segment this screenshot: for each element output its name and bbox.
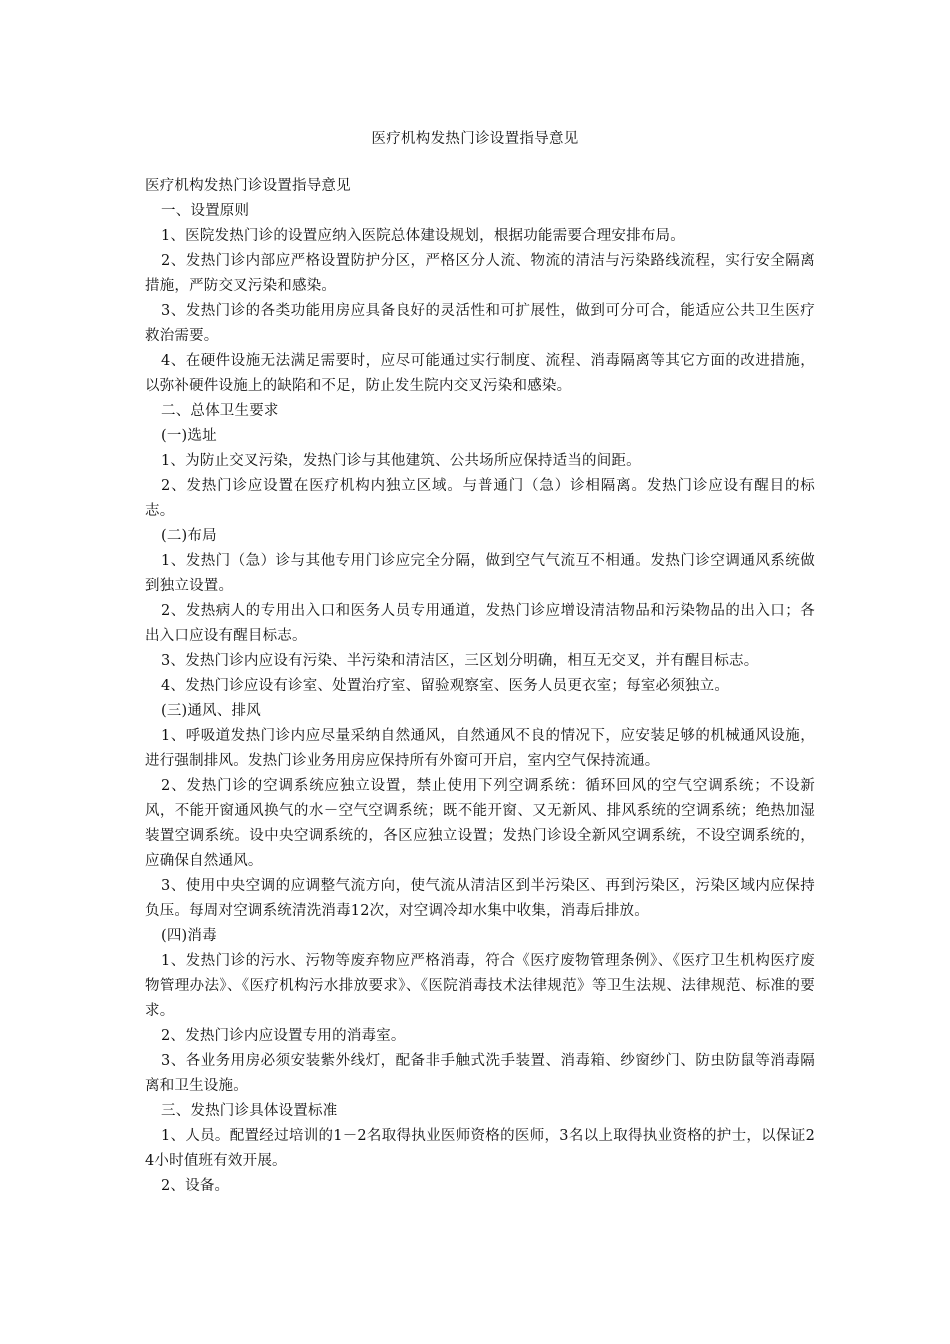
paragraph: 1、呼吸道发热门诊内应尽量采纳自然通风，自然通风不良的情况下，应安装足够的机械通风设施，进行强制排风。发热门诊业务用房应保持所有外窗可开启，室内空气保持流通。 bbox=[145, 728, 815, 769]
paragraph: 1、医院发热门诊的设置应纳入医院总体建设规划，根据功能需要合理安排布局。 bbox=[161, 228, 685, 244]
document-body bbox=[145, 174, 815, 1199]
paragraph: 1、发热门诊的污水、污物等废弃物应严格消毒，符合《医疗废物管理条例》、《医疗卫生机构医疗废物管理办法》、《医疗机构污水排放要求》、《医院消毒技术法律规范》等卫生法规、法律规范、标准的要求。 bbox=[145, 953, 815, 1019]
paragraph: 2、发热病人的专用出入口和医务人员专用通道，发热门诊应增设清洁物品和污染物品的出入口；各出入口应设有醒目标志。 bbox=[145, 603, 815, 644]
paragraph: 3、各业务用房必须安装紫外线灯，配备非手触式洗手装置、消毒箱、纱窗纱门、防虫防鼠等消毒隔离和卫生设施。 bbox=[145, 1053, 815, 1094]
subsection-heading: (一)选址 bbox=[161, 428, 217, 444]
paragraph: 1、人员。配置经过培训的1－2名取得执业医师资格的医师，3名以上取得执业资格的护士，以保证24小时值班有效开展。 bbox=[145, 1128, 815, 1169]
subsection-heading: (四)消毒 bbox=[161, 928, 217, 944]
paragraph: 3、发热门诊的各类功能用房应具备良好的灵活性和可扩展性，做到可分可合，能适应公共卫生医疗救治需要。 bbox=[145, 303, 815, 344]
section-heading: 一、设置原则 bbox=[161, 203, 250, 219]
paragraph: 2、发热门诊的空调系统应独立设置，禁止使用下列空调系统：循环回风的空气空调系统；不设新风，不能开窗通风换气的水－空气空调系统；既不能开窗、又无新风、排风系统的空调系统；绝热加湿装置空调系统。设中央空调系统的，各区应独立设置；发热门诊设全新风空调系统，不设空调系统的，应确保自然通风。 bbox=[145, 778, 815, 869]
section-heading: 三、发热门诊具体设置标准 bbox=[161, 1103, 338, 1119]
paragraph: 3、使用中央空调的应调整气流方向，使气流从清洁区到半污染区、再到污染区，污染区域内应保持负压。每周对空调系统清洗消毒12次，对空调冷却水集中收集，消毒后排放。 bbox=[145, 878, 815, 919]
paragraph: 3、发热门诊内应设有污染、半污染和清洁区，三区划分明确，相互无交叉，并有醒目标志。 bbox=[161, 653, 759, 669]
paragraph: 4、发热门诊应设有诊室、处置治疗室、留验观察室、医务人员更衣室；每室必须独立。 bbox=[161, 678, 730, 694]
paragraph: 1、发热门（急）诊与其他专用门诊应完全分隔，做到空气气流互不相通。发热门诊空调通风系统做到独立设置。 bbox=[145, 553, 815, 594]
section-heading: 二、总体卫生要求 bbox=[161, 403, 279, 419]
subsection-heading: (三)通风、排风 bbox=[161, 703, 261, 719]
paragraph: 2、发热门诊内应设置专用的消毒室。 bbox=[161, 1028, 406, 1044]
doc-heading: 医疗机构发热门诊设置指导意见 bbox=[145, 178, 351, 194]
paragraph: 1、为防止交叉污染，发热门诊与其他建筑、公共场所应保持适当的间距。 bbox=[161, 453, 641, 469]
paragraph: 2、发热门诊应设置在医疗机构内独立区域。与普通门（急）诊相隔离。发热门诊应设有醒目的标志。 bbox=[145, 478, 815, 519]
document-title: 医疗机构发热门诊设置指导意见 bbox=[371, 131, 579, 147]
paragraph: 2、设备。 bbox=[161, 1178, 230, 1194]
paragraph: 2、发热门诊内部应严格设置防护分区，严格区分人流、物流的清洁与污染路线流程，实行安全隔离措施，严防交叉污染和感染。 bbox=[145, 253, 815, 294]
subsection-heading: (二)布局 bbox=[161, 528, 217, 544]
paragraph: 4、在硬件设施无法满足需要时，应尽可能通过实行制度、流程、消毒隔离等其它方面的改进措施，以弥补硬件设施上的缺陷和不足，防止发生院内交叉污染和感染。 bbox=[145, 353, 815, 394]
